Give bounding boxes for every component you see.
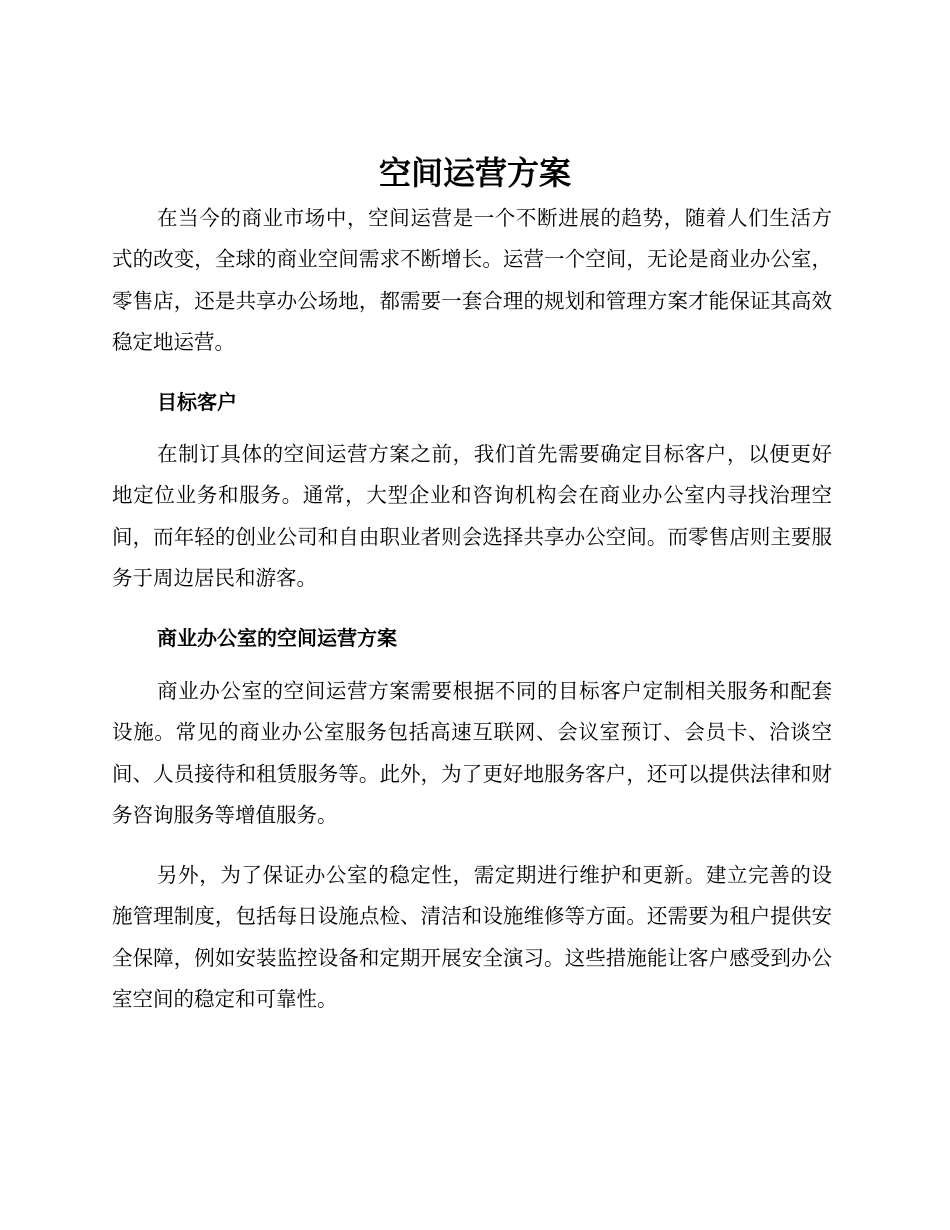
- section-heading-office-operation: 商业办公室的空间运营方案: [157, 626, 397, 650]
- intro-paragraph: 在当今的商业市场中，空间运营是一个不断进展的趋势，随着人们生活方式的改变，全球的商业空间需求不断增长。运营一个空间，无论是商业办公室，零售店，还是共享办公场地，都需要一套合理的规划和管理方案才能保证其高效稳定地运营。: [112, 206, 832, 354]
- office-operation-paragraph: 商业办公室的空间运营方案需要根据不同的目标客户定制相关服务和配套设施。常见的商业办公室服务包括高速互联网、会议室预订、会员卡、洽谈空间、人员接待和租赁服务等。此外，为了更好地服务客户，还可以提供法律和财务咨询服务等增值服务。: [112, 679, 832, 827]
- document-title: 空间运营方案: [378, 154, 571, 192]
- maintenance-paragraph: 另外，为了保证办公室的稳定性，需定期进行维护和更新。建立完善的设施管理制度，包括每日设施点检、清洁和设施维修等方面。还需要为租户提供安全保障，例如安装监控设备和定期开展安全演习。这些措施能让客户感受到办公室空间的稳定和可靠性。: [112, 863, 832, 1011]
- target-customers-paragraph: 在制订具体的空间运营方案之前，我们首先需要确定目标客户，以便更好地定位业务和服务。通常，大型企业和咨询机构会在商业办公室内寻找治理空间，而年轻的创业公司和自由职业者则会选择共享办公空间。而零售店则主要服务于周边居民和游客。: [112, 442, 832, 590]
- section-heading-target-customers: 目标客户: [157, 390, 237, 414]
